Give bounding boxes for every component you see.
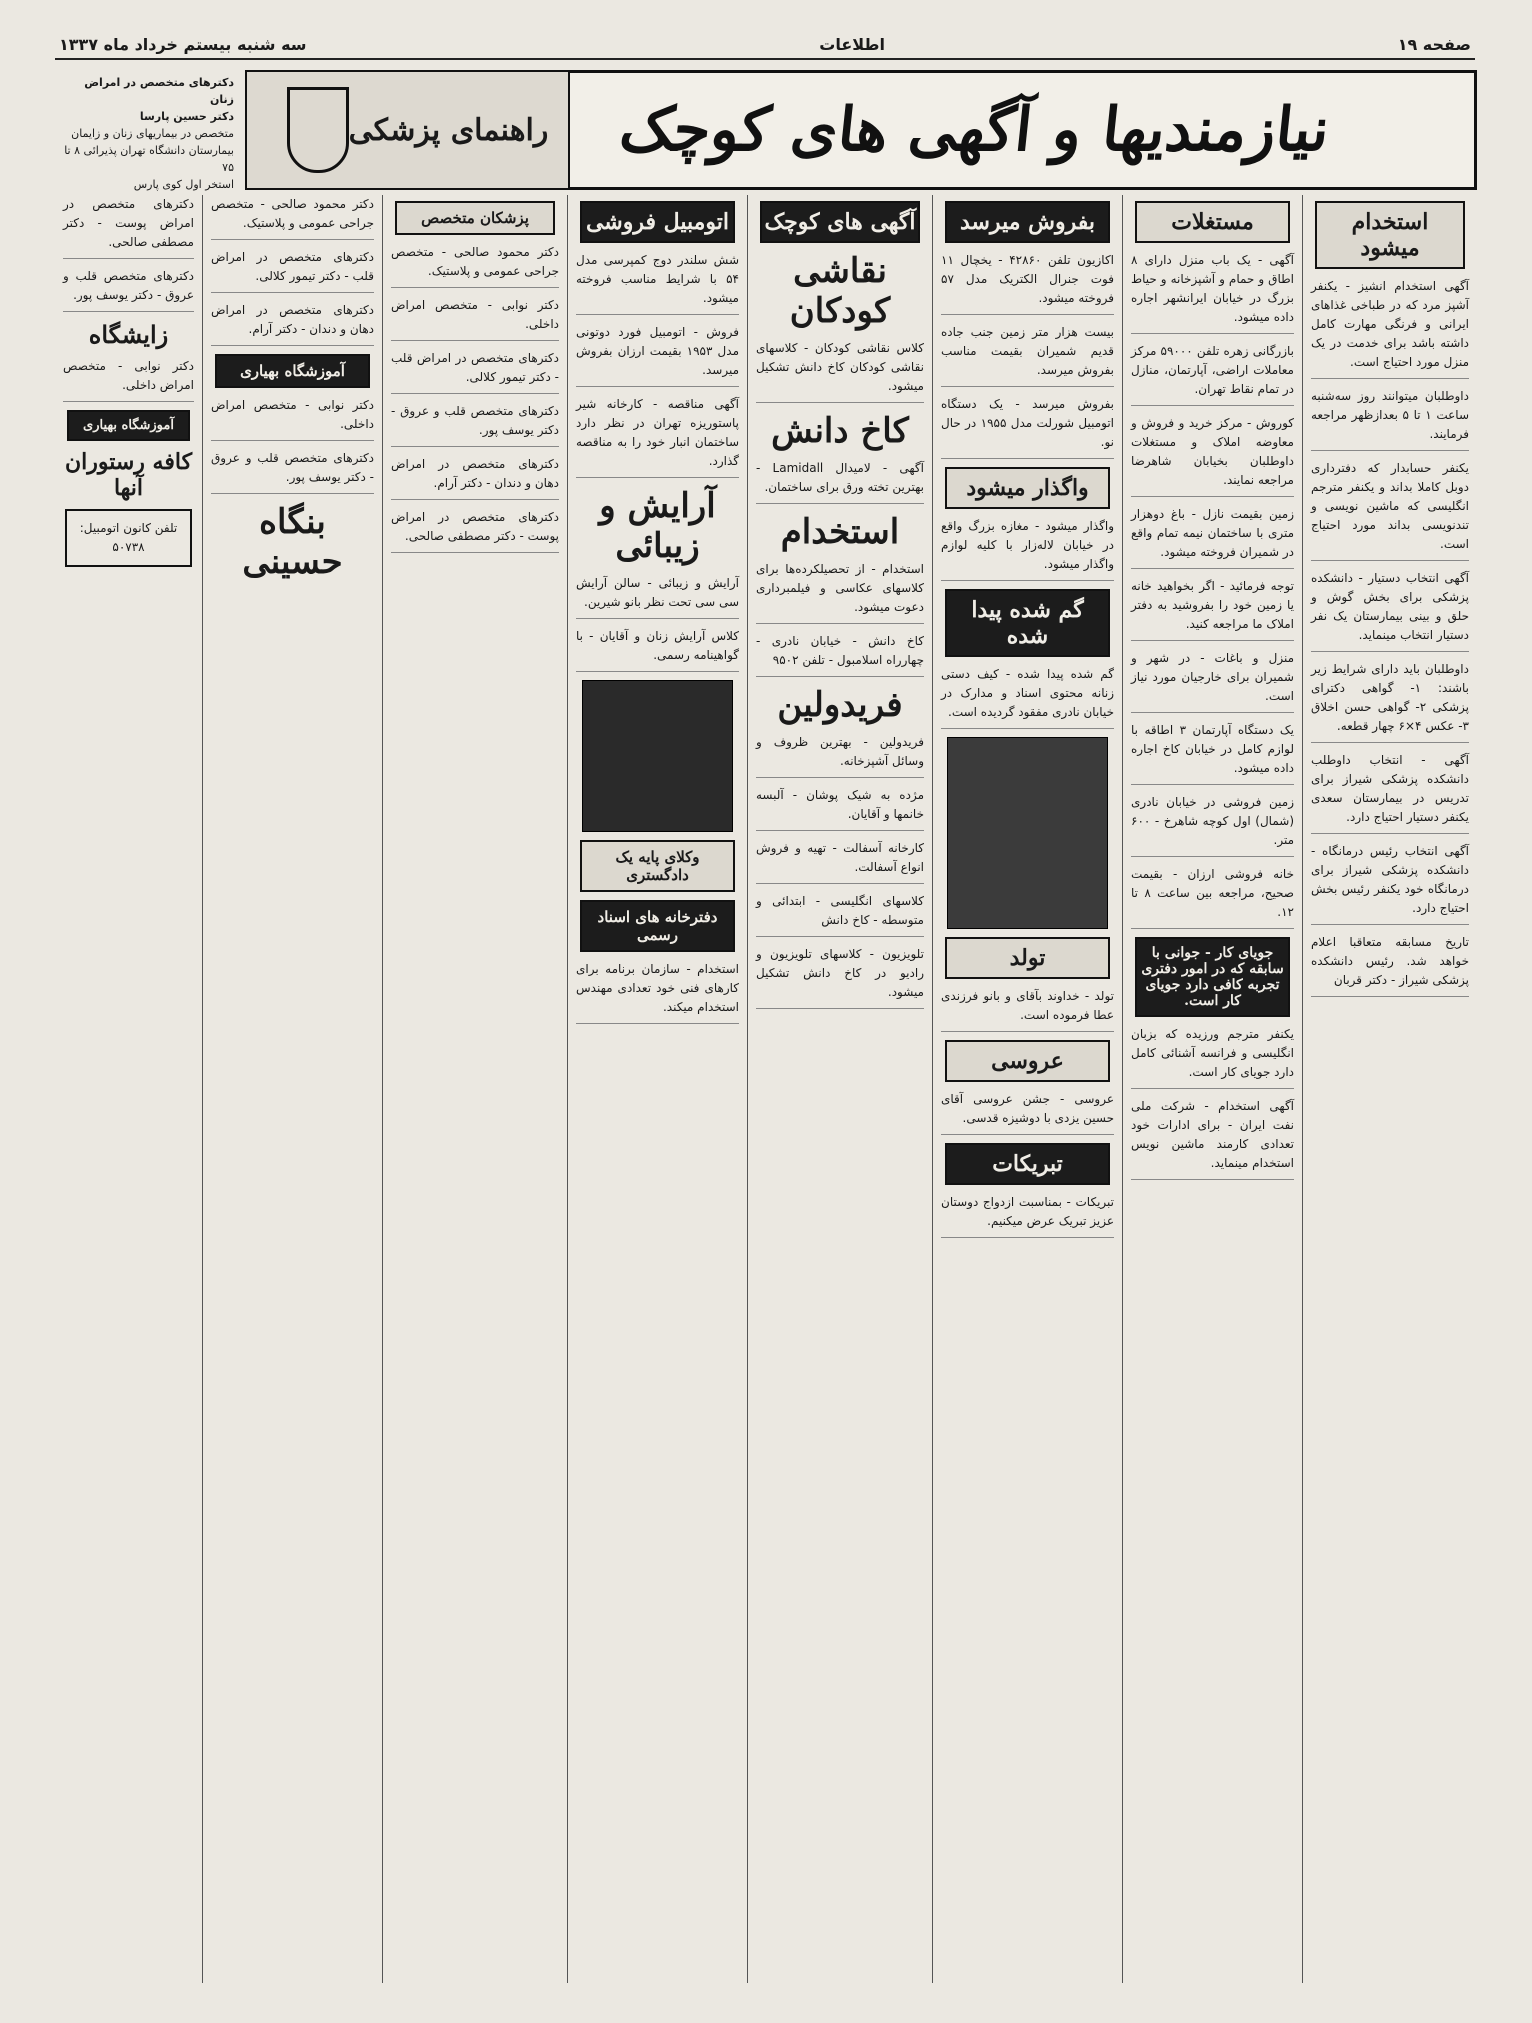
section-heading: جویای کار - جوانی با سابقه که در امور دفتری تجربه کافی دارد جویای کار است. <box>1135 937 1290 1017</box>
doctor-listing: دکترهای متخصص در امراض پوست - دکتر مصطفی صالحی. <box>391 508 559 553</box>
classified-ad: کلاس آرایش زنان و آقایان - با گواهینامه رسمی. <box>576 627 739 672</box>
classified-ad: آگهی - لامیدال Lamidall - بهترین تخته ورق برای ساختمان. <box>756 459 924 504</box>
classified-ad: داوطلبان میتوانند روز سه‌شنبه ساعت ۱ تا ۵ بعدازظهر مراجعه فرمایند. <box>1311 387 1469 451</box>
classified-ad: اکازیون تلفن ۴۲۸۶۰ - یخچال ۱۱ فوت جنرال الکتریک مدل ۵۷ فروخته میشود. <box>941 251 1114 315</box>
classified-ad: کلاسهای انگلیسی - ابتدائی و متوسطه - کاخ دانش <box>756 892 924 937</box>
column-doctors-2 <box>202 195 382 1983</box>
column-employment <box>1302 195 1477 1983</box>
classified-ad: بفروش میرسد - یک دستگاه اتومبیل شورلت مدل ۱۹۵۵ در حال نو. <box>941 395 1114 459</box>
classified-ad: شش سلندر دوج کمپرسی مدل ۵۴ با شرایط مناسب فروخته میشود. <box>576 251 739 315</box>
classified-ad: استخدام - از تحصیلکرده‌ها برای کلاسهای عکاسی و فیلمبرداری دعوت میشود. <box>756 560 924 624</box>
classified-ad: بازرگانی زهره تلفن ۵۹۰۰۰ مرکز معاملات اراضی، آپارتمان، منازل در تمام نقاط تهران. <box>1131 342 1294 406</box>
doctor-listing: دکترهای متخصص قلب و عروق - دکتر یوسف پور. <box>63 267 194 312</box>
listing-heading: دکترهای متخصص در امراض زنان <box>84 76 234 106</box>
classified-ad: آگهی انتخاب رئیس درمانگاه - دانشکده پزشکی شیراز برای درمانگاه خود یکنفر رئیس بخش احتیاج دارد. <box>1311 842 1469 925</box>
classified-ad: یک دستگاه آپارتمان ۳ اطاقه با لوازم کامل در خیابان کاخ اجاره داده میشود. <box>1131 721 1294 785</box>
doctor-listing: دکتر نوابی - متخصص امراض داخلی. <box>211 396 374 441</box>
ad-title: نقاشی کودکان <box>789 251 891 331</box>
doctor-name: دکتر حسین پارسا <box>139 110 234 123</box>
medical-guide-banner <box>245 70 570 190</box>
classified-ad: کاخ دانش - خیابان نادری - چهارراه اسلامبول - تلفن ۹۵۰۲ <box>756 632 924 677</box>
doctor-listing: دکترهای متخصص در امراض قلب - دکتر تیمور کلالی. <box>391 349 559 394</box>
doctor-listing: دکترهای متخصص قلب و عروق - دکتر یوسف پور. <box>391 402 559 447</box>
doctor-listing: دکترهای متخصص در امراض پوست - دکتر مصطفی صالحی. <box>63 195 194 259</box>
classified-ad: آگهی استخدام - شرکت ملی نفت ایران - برای ادارات خود تعدادی کارمند ماشین نویس استخدام مینماید. <box>1131 1097 1294 1180</box>
listing-line: متخصص در بیماریهای زنان و زایمان <box>71 127 234 140</box>
column-rentals <box>1122 195 1302 1983</box>
medical-guide-title: راهنمای پزشکی <box>348 112 549 148</box>
classified-ad: فریدولین - بهترین ظروف و وسائل آشپزخانه. <box>756 733 924 778</box>
section-heading: بفروش میرسد <box>945 201 1110 243</box>
classified-ad: گم شده پیدا شده - کیف دستی زنانه محتوی اسناد و مدارک در خیابان نادری مفقود گردیده است. <box>941 665 1114 729</box>
classified-ad: بیست هزار متر زمین جنب جاده قدیم شمیران بقیمت مناسب بفروش میرسد. <box>941 323 1114 387</box>
portrait-photo <box>582 680 733 832</box>
section-heading: تبریکات <box>945 1143 1110 1185</box>
doctor-listing: دکتر نوابی - متخصص امراض داخلی. <box>391 296 559 341</box>
page-header <box>55 30 1475 60</box>
section-heading: تولد <box>945 937 1110 979</box>
classified-ad: یکنفر حسابدار که دفترداری دوبل کاملا بداند و یکنفر مترجم انگلیسی که ماشین نویسی و تندنویسی بداند مورد احتیاج است. <box>1311 459 1469 561</box>
column-misc <box>747 195 932 1983</box>
classified-ad: آرایش و زیبائی - سالن آرایش سی سی تحت نظر بانو شیرین. <box>576 574 739 619</box>
classified-ad: عروسی - جشن عروسی آقای حسین یزدی با دوشیزه قدسی. <box>941 1090 1114 1135</box>
classified-ad: تبریکات - بمناسبت ازدواج دوستان عزیز تبریک عرض میکنیم. <box>941 1193 1114 1238</box>
section-heading: واگذار میشود <box>945 467 1110 509</box>
classified-ad: زمین بقیمت نازل - باغ دوهزار متری با ساختمان نیمه تمام واقع در شمیران فروخته میشود. <box>1131 505 1294 569</box>
classified-ad: آگهی استخدام انشیز - یکنفر آشپز مرد که در طباخی غذاهای ایرانی و فرنگی مهارت کامل داشته باشد برای خدمت در یک منزل مورد احتیاج است. <box>1311 277 1469 379</box>
section-heading: گم شده پیدا شده <box>945 589 1110 657</box>
doctor-listing: دکترهای متخصص در امراض قلب - دکتر تیمور کلالی. <box>211 248 374 293</box>
cup-icon <box>287 87 349 173</box>
classified-ad: تلویزیون - کلاسهای تلویزیون و رادیو در کاخ دانش تشکیل میشود. <box>756 945 924 1009</box>
column-for-sale <box>932 195 1122 1983</box>
section-heading: وکلای پایه یک دادگستری <box>580 840 735 892</box>
ad-title: فریدولین <box>777 685 903 725</box>
section-heading: دفترخانه های اسناد رسمی <box>580 900 735 952</box>
masthead-banner <box>472 70 1477 190</box>
doctor-listing: دکترهای متخصص قلب و عروق - دکتر یوسف پور. <box>211 449 374 494</box>
masthead-title: نیازمندیها و آگهی های کوچک <box>616 95 1333 165</box>
box-ad-title: کافه رستوران آنها <box>64 449 193 501</box>
classified-ad: کوروش - مرکز خرید و فروش و معاوضه املاک و مستغلات داوطلبان بخیابان شاهرضا مراجعه نمایند. <box>1131 414 1294 497</box>
page-number: صفحه ۱۹ <box>1397 34 1471 54</box>
listing-line: استخر اول کوی پارس <box>133 178 234 191</box>
classified-ad: آگهی مناقصه - کارخانه شیر پاستوریزه تهران در نظر دارد ساختمان انبار خود را به مناقصه گذارد. <box>576 395 739 478</box>
section-heading: آگهی های کوچک <box>760 201 920 243</box>
classified-ad: داوطلبان باید دارای شرایط زیر باشند: ۱- گواهی دکترای پزشکی ۲- گواهی حسن اخلاق ۳- عکس ۴×۶ چهار قطعه. <box>1311 660 1469 743</box>
box-ad-title: بنگاه حسینی <box>242 502 343 582</box>
classified-ad: آگهی - یک باب منزل دارای ۸ اطاق و حمام و آشپزخانه و حیاط بزرگ در خیابان ایرانشهر اجاره داده میشود. <box>1131 251 1294 334</box>
doctor-listing: دکتر محمود صالحی - متخصص جراحی عمومی و پلاستیک. <box>391 243 559 288</box>
classified-ad: تولد - خداوند بآقای و بانو فرزندی عطا فرموده است. <box>941 987 1114 1032</box>
classified-ad: واگذار میشود - مغازه بزرگ واقع در خیابان لاله‌زار با کلیه لوازم واگذار میشود. <box>941 517 1114 581</box>
doctor-listing: دکتر نوابی - متخصص امراض داخلی. <box>63 357 194 402</box>
column-automobile <box>567 195 747 1983</box>
listing-line: بیمارستان دانشگاه تهران پذیرائی ۸ تا ۷۵ <box>64 144 234 174</box>
classified-ad: کلاس نقاشی کودکان - کلاسهای نقاشی کودکان کاخ دانش تشکیل میشود. <box>756 339 924 403</box>
classified-ad: توجه فرمائید - اگر بخواهید خانه یا زمین خود را بفروشید به دفتر املاک ما مراجعه کنید. <box>1131 577 1294 641</box>
classified-ad: کارخانه آسفالت - تهیه و فروش انواع آسفالت. <box>756 839 924 884</box>
doctor-listing: دکترهای متخصص در امراض دهان و دندان - دکتر آرام. <box>391 455 559 500</box>
box-ad-heading: آموزشگاه بهیاری <box>215 354 370 388</box>
classified-ad: یکنفر مترجم ورزیده که بزبان انگلیسی و فرانسه آشنائی کامل دارد جویای کار است. <box>1131 1025 1294 1089</box>
phone-box: تلفن کانون اتومبیل: ۵۰۷۳۸ <box>65 509 192 567</box>
doctor-listing: دکتر محمود صالحی - متخصص جراحی عمومی و پلاستیک. <box>211 195 374 240</box>
classified-ad: استخدام - سازمان برنامه برای کارهای فنی خود تعدادی مهندس استخدام میکند. <box>576 960 739 1024</box>
column-clinics <box>55 195 202 1983</box>
section-heading: عروسی <box>945 1040 1110 1082</box>
doctor-listing: دکترهای متخصص در امراض دهان و دندان - دکتر آرام. <box>211 301 374 346</box>
column-doctors <box>382 195 567 1983</box>
section-heading: اتومبیل فروشی <box>580 201 735 243</box>
ad-title: استخدام <box>780 512 900 552</box>
classified-ad: آگهی انتخاب دستیار - دانشکده پزشکی برای بخش گوش و حلق و بینی بیمارستان یک نفر دستیار انتخاب مینماید. <box>1311 569 1469 652</box>
classified-ad: منزل و باغات - در شهر و شمیران برای خارجیان مورد نیاز است. <box>1131 649 1294 713</box>
classified-ad: تاریخ مسابقه متعاقبا اعلام خواهد شد. رئیس دانشکده پزشکی شیراز - دکتر قربان <box>1311 933 1469 997</box>
box-ad-title: زایشگاه <box>88 320 169 349</box>
section-heading: استخدام میشود <box>1315 201 1465 269</box>
classified-ad: خانه فروشی ارزان - بقیمت صحیح، مراجعه بین ساعت ۸ تا ۱۲. <box>1131 865 1294 929</box>
ad-title: آرایش و زیبائی <box>599 486 716 566</box>
portrait-photo <box>947 737 1108 929</box>
classified-ad: مژده به شیک پوشان - آلبسه خانمها و آقایان. <box>756 786 924 831</box>
newspaper-name: اطلاعات <box>819 34 885 54</box>
classified-ad: آگهی - انتخاب داوطلب دانشکده پزشکی شیراز برای تدریس در بیمارستان سعدی یکنفر دستیار احتیاج دارد. <box>1311 751 1469 834</box>
medical-top-listing <box>55 70 240 190</box>
section-heading: پزشکان متخصص <box>395 201 555 235</box>
section-heading: مستغلات <box>1135 201 1290 243</box>
ad-title: کاخ دانش <box>771 411 909 451</box>
classified-ad: فروش - اتومبیل فورد دوتونی مدل ۱۹۵۳ بقیمت ارزان بفروش میرسد. <box>576 323 739 387</box>
issue-date: سه شنبه بیستم خرداد ماه ۱۳۳۷ <box>59 34 307 54</box>
box-ad-heading: آموزشگاه بهیاری <box>67 410 190 441</box>
classified-ad: زمین فروشی در خیابان نادری (شمال) اول کوچه شاهرخ - ۶۰۰ متر. <box>1131 793 1294 857</box>
